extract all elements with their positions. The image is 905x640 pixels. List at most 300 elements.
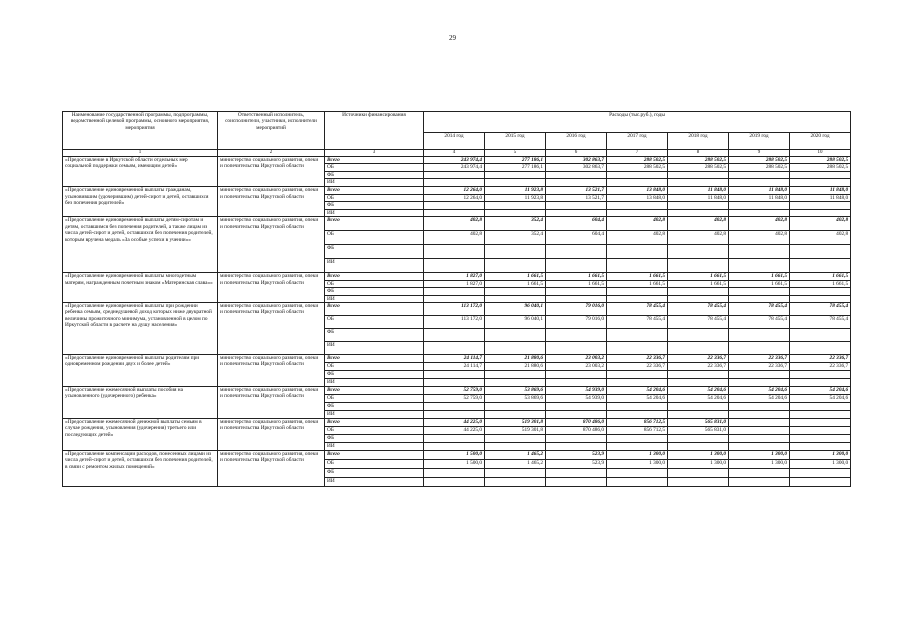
amount-cell: 402,8 <box>729 217 790 231</box>
amount-cell: 402,8 <box>668 217 729 231</box>
amount-cell <box>729 411 790 419</box>
amount-cell: 1 827,0 <box>424 280 485 287</box>
column-index: 8 <box>668 150 729 157</box>
amount-cell: 13 848,0 <box>607 187 668 194</box>
amount-cell: 78 455,4 <box>790 316 851 329</box>
amount-cell: 54 204,6 <box>729 395 790 403</box>
amount-cell <box>790 171 851 178</box>
amount-cell <box>607 329 668 342</box>
amount-cell: 402,8 <box>424 231 485 245</box>
amount-cell: 1 300,0 <box>729 460 790 469</box>
amount-cell: 288 502,5 <box>790 164 851 171</box>
amount-cell: 402,8 <box>729 231 790 245</box>
executor-cell: министерство социального развития, опеки и попечительства Иркутской области <box>218 451 325 487</box>
amount-cell: 79 016,0 <box>546 316 607 329</box>
source-cell: ФБ <box>325 202 424 210</box>
amount-cell <box>485 342 546 355</box>
amount-cell: 23 003,2 <box>546 363 607 371</box>
amount-cell <box>668 245 729 259</box>
amount-cell: 52 759,0 <box>424 387 485 395</box>
amount-cell <box>668 478 729 487</box>
source-cell: Всего <box>325 451 424 460</box>
amount-cell <box>424 210 485 217</box>
amount-cell <box>668 171 729 178</box>
source-cell: ОБ <box>325 316 424 329</box>
amount-cell: 113 172,0 <box>424 316 485 329</box>
header-year: 2017 год <box>607 133 668 150</box>
amount-cell <box>729 179 790 187</box>
table-row <box>63 273 851 280</box>
program-name-cell: «Предоставление единовременной выплаты многодетным матерям, награжденным почетным знаком «Материнская слава»» <box>63 273 218 303</box>
amount-cell: 288 502,5 <box>668 164 729 171</box>
amount-cell <box>790 329 851 342</box>
header-responsible: Ответственный исполнитель, соисполнители, участники, исполнители мероприятий <box>218 112 325 150</box>
amount-cell: 44 225,0 <box>424 419 485 427</box>
page-number: 29 <box>449 34 456 42</box>
source-cell: ОБ <box>325 280 424 287</box>
column-index: 10 <box>790 150 851 157</box>
amount-cell <box>485 443 546 451</box>
amount-cell: 54 939,0 <box>546 387 607 395</box>
table-row <box>63 355 851 363</box>
amount-cell <box>668 342 729 355</box>
amount-cell: 54 204,6 <box>607 387 668 395</box>
source-cell: ОБ <box>325 460 424 469</box>
amount-cell: 78 455,4 <box>607 303 668 316</box>
amount-cell <box>424 342 485 355</box>
amount-cell <box>424 288 485 295</box>
header-program: Наименование государственной программы, подпрограммы, ведомственной целевой программы, основного мероприятия, мероприятия <box>63 112 218 150</box>
amount-cell <box>668 403 729 411</box>
amount-cell <box>424 179 485 187</box>
amount-cell: 22 336,7 <box>607 355 668 363</box>
amount-cell: 402,8 <box>424 217 485 231</box>
amount-cell <box>729 288 790 295</box>
amount-cell <box>790 202 851 210</box>
amount-cell <box>729 210 790 217</box>
amount-cell: 44 225,0 <box>424 427 485 435</box>
amount-cell <box>668 435 729 443</box>
amount-cell <box>424 478 485 487</box>
amount-cell <box>790 210 851 217</box>
source-cell: ОБ <box>325 363 424 371</box>
amount-cell <box>790 259 851 273</box>
source-cell: ФБ <box>325 171 424 178</box>
amount-cell: 52 759,0 <box>424 395 485 403</box>
header-year: 2015 год <box>485 133 546 150</box>
amount-cell: 243 974,4 <box>424 164 485 171</box>
program-name-cell: «Предоставление ежемесячной денежной выплаты семьям в случае рождения, усыновления (удочерения) третьего или последующих детей» <box>63 419 218 451</box>
amount-cell <box>729 443 790 451</box>
amount-cell <box>546 179 607 187</box>
amount-cell <box>546 435 607 443</box>
amount-cell <box>790 427 851 435</box>
amount-cell <box>546 202 607 210</box>
amount-cell <box>424 403 485 411</box>
source-cell: Всего <box>325 419 424 427</box>
amount-cell: 21 880,6 <box>485 363 546 371</box>
executor-cell: министерство социального развития, опеки и попечительства Иркутской области <box>218 387 325 419</box>
table-row <box>63 451 851 460</box>
amount-cell <box>485 295 546 302</box>
budget-table <box>62 111 851 487</box>
amount-cell: 1 661,5 <box>546 273 607 280</box>
amount-cell: 54 204,6 <box>607 395 668 403</box>
amount-cell: 352,4 <box>485 217 546 231</box>
amount-cell <box>790 288 851 295</box>
amount-cell <box>424 329 485 342</box>
amount-cell: 523,9 <box>546 451 607 460</box>
amount-cell: 1 661,5 <box>485 273 546 280</box>
amount-cell <box>607 469 668 478</box>
amount-cell: 21 880,6 <box>485 355 546 363</box>
amount-cell <box>790 411 851 419</box>
amount-cell <box>790 245 851 259</box>
amount-cell: 53 869,6 <box>485 387 546 395</box>
amount-cell: 870 486,0 <box>546 419 607 427</box>
source-cell: Всего <box>325 217 424 231</box>
amount-cell: 402,8 <box>790 231 851 245</box>
amount-cell <box>790 179 851 187</box>
source-cell: ИИ <box>325 478 424 487</box>
amount-cell <box>485 411 546 419</box>
amount-cell: 22 336,7 <box>668 363 729 371</box>
amount-cell <box>485 403 546 411</box>
amount-cell: 1 661,5 <box>790 273 851 280</box>
amount-cell <box>607 411 668 419</box>
amount-cell: 24 114,7 <box>424 363 485 371</box>
amount-cell: 11 848,0 <box>729 187 790 194</box>
amount-cell <box>607 443 668 451</box>
amount-cell <box>668 443 729 451</box>
source-cell: Всего <box>325 273 424 280</box>
amount-cell: 1 661,5 <box>668 280 729 287</box>
amount-cell: 856 712,5 <box>607 427 668 435</box>
amount-cell <box>729 427 790 435</box>
amount-cell: 53 869,6 <box>485 395 546 403</box>
amount-cell: 604,4 <box>546 231 607 245</box>
source-cell: ИИ <box>325 259 424 273</box>
amount-cell <box>668 288 729 295</box>
amount-cell <box>546 443 607 451</box>
amount-cell: 1 661,5 <box>729 273 790 280</box>
amount-cell: 402,8 <box>790 217 851 231</box>
amount-cell <box>729 403 790 411</box>
amount-cell <box>485 371 546 379</box>
amount-cell <box>485 288 546 295</box>
amount-cell: 54 204,6 <box>790 387 851 395</box>
source-cell: ФБ <box>325 245 424 259</box>
amount-cell: 11 848,0 <box>668 194 729 201</box>
amount-cell: 78 455,4 <box>668 303 729 316</box>
amount-cell <box>607 371 668 379</box>
amount-cell: 12 264,0 <box>424 194 485 201</box>
source-cell: ИИ <box>325 379 424 387</box>
amount-cell: 79 016,0 <box>546 303 607 316</box>
source-cell: ИИ <box>325 179 424 187</box>
source-cell: Всего <box>325 187 424 194</box>
column-index: 6 <box>546 150 607 157</box>
amount-cell: 11 923,8 <box>485 187 546 194</box>
amount-cell: 523,9 <box>546 460 607 469</box>
amount-cell: 11 848,0 <box>668 187 729 194</box>
amount-cell <box>668 295 729 302</box>
amount-cell <box>729 295 790 302</box>
amount-cell <box>729 171 790 178</box>
amount-cell <box>790 435 851 443</box>
source-cell: ИИ <box>325 210 424 217</box>
amount-cell <box>607 171 668 178</box>
amount-cell: 1 300,0 <box>668 451 729 460</box>
source-cell: ИИ <box>325 411 424 419</box>
amount-cell: 565 831,0 <box>668 427 729 435</box>
amount-cell <box>424 259 485 273</box>
amount-cell <box>790 295 851 302</box>
amount-cell: 54 204,6 <box>668 395 729 403</box>
amount-cell <box>790 371 851 379</box>
amount-cell <box>729 329 790 342</box>
amount-cell: 1 500,0 <box>424 451 485 460</box>
amount-cell <box>668 411 729 419</box>
amount-cell: 604,4 <box>546 217 607 231</box>
executor-cell: министерство социального развития, опеки и попечительства Иркутской области <box>218 303 325 355</box>
amount-cell: 519 301,8 <box>485 427 546 435</box>
amount-cell: 519 301,8 <box>485 419 546 427</box>
amount-cell: 1 661,5 <box>607 280 668 287</box>
source-cell: ОБ <box>325 164 424 171</box>
amount-cell: 1 465,2 <box>485 451 546 460</box>
amount-cell: 1 661,5 <box>668 273 729 280</box>
header-sources: Источники финансирования <box>325 112 424 150</box>
amount-cell: 22 336,7 <box>729 363 790 371</box>
amount-cell <box>607 179 668 187</box>
program-name-cell: «Предоставление компенсации расходов, понесенных лицами из числа детей-сирот и детей, оставшихся без попечения родителей, в связи с ремонтом жилых помещений» <box>63 451 218 487</box>
amount-cell: 1 661,5 <box>729 280 790 287</box>
amount-cell <box>607 435 668 443</box>
amount-cell: 1 300,0 <box>790 451 851 460</box>
amount-cell: 78 455,4 <box>668 316 729 329</box>
column-index: 7 <box>607 150 668 157</box>
amount-cell: 96 040,1 <box>485 303 546 316</box>
amount-cell <box>485 435 546 443</box>
amount-cell: 22 336,7 <box>790 363 851 371</box>
amount-cell: 288 502,5 <box>729 157 790 164</box>
amount-cell: 23 003,2 <box>546 355 607 363</box>
amount-cell: 13 848,0 <box>607 194 668 201</box>
amount-cell <box>790 419 851 427</box>
amount-cell <box>729 435 790 443</box>
amount-cell: 113 172,0 <box>424 303 485 316</box>
amount-cell: 1 661,5 <box>790 280 851 287</box>
amount-cell <box>546 210 607 217</box>
executor-cell: министерство социального развития, опеки и попечительства Иркутской области <box>218 273 325 303</box>
source-cell: ИИ <box>325 342 424 355</box>
amount-cell: 402,8 <box>607 217 668 231</box>
amount-cell <box>729 478 790 487</box>
amount-cell <box>424 171 485 178</box>
amount-cell <box>607 210 668 217</box>
amount-cell <box>790 403 851 411</box>
amount-cell <box>607 295 668 302</box>
amount-cell <box>546 329 607 342</box>
program-name-cell: «Предоставление единовременной выплаты детям-сиротам и детям, оставшимся без попечения родителей, а также лицам из числа детей-сирот и детей, оставшихся без попечения родителей, которым вручена медаль «За особые успехи в учении»» <box>63 217 218 273</box>
table-body <box>63 150 851 487</box>
table-row <box>63 303 851 316</box>
executor-cell: министерство социального развития, опеки и попечительства Иркутской области <box>218 419 325 451</box>
source-cell: ОБ <box>325 427 424 435</box>
amount-cell <box>546 403 607 411</box>
amount-cell: 1 300,0 <box>790 460 851 469</box>
source-cell: ИИ <box>325 443 424 451</box>
amount-cell: 1 827,0 <box>424 273 485 280</box>
amount-cell: 22 336,7 <box>729 355 790 363</box>
amount-cell <box>607 379 668 387</box>
amount-cell: 1 300,0 <box>668 460 729 469</box>
amount-cell: 402,8 <box>668 231 729 245</box>
amount-cell <box>485 329 546 342</box>
amount-cell <box>790 478 851 487</box>
amount-cell: 277 186,1 <box>485 157 546 164</box>
amount-cell: 1 300,0 <box>729 451 790 460</box>
program-name-cell: «Предоставление единовременной выплаты родителям при одновременном рождении двух и более детей» <box>63 355 218 387</box>
source-cell: ФБ <box>325 288 424 295</box>
table-row <box>63 387 851 395</box>
source-cell: ОБ <box>325 231 424 245</box>
amount-cell <box>546 478 607 487</box>
header-expenses: Расходы (тыс.руб.), годы <box>424 112 851 133</box>
amount-cell <box>546 411 607 419</box>
program-name-cell: «Предоставление в Иркутской области отдельных мер социальной поддержки семьям, имеющим детей» <box>63 157 218 187</box>
amount-cell <box>424 371 485 379</box>
amount-cell <box>485 259 546 273</box>
amount-cell: 302 863,7 <box>546 164 607 171</box>
amount-cell <box>668 469 729 478</box>
amount-cell <box>607 403 668 411</box>
amount-cell <box>485 379 546 387</box>
source-cell: ФБ <box>325 403 424 411</box>
amount-cell: 856 712,5 <box>607 419 668 427</box>
column-index: 4 <box>424 150 485 157</box>
amount-cell: 54 204,6 <box>668 387 729 395</box>
table-row <box>63 217 851 231</box>
amount-cell: 288 502,5 <box>790 157 851 164</box>
amount-cell <box>546 259 607 273</box>
source-cell: Всего <box>325 355 424 363</box>
column-index: 5 <box>485 150 546 157</box>
amount-cell: 288 502,5 <box>607 164 668 171</box>
amount-cell <box>729 419 790 427</box>
table-row <box>63 187 851 194</box>
amount-cell <box>668 179 729 187</box>
column-index-row <box>63 150 851 157</box>
column-index: 2 <box>218 150 325 157</box>
amount-cell: 277 186,1 <box>485 164 546 171</box>
table-row <box>63 157 851 164</box>
source-cell: ФБ <box>325 329 424 342</box>
amount-cell <box>729 245 790 259</box>
amount-cell <box>546 171 607 178</box>
program-name-cell: «Предоставление единовременной выплаты гражданам, усыновившим (удочерившим) детей-сирот и детей, оставшихся без попечения родителей» <box>63 187 218 217</box>
amount-cell <box>729 342 790 355</box>
amount-cell: 78 455,4 <box>729 303 790 316</box>
amount-cell <box>485 202 546 210</box>
amount-cell: 1 661,5 <box>546 280 607 287</box>
amount-cell: 54 939,0 <box>546 395 607 403</box>
amount-cell <box>790 342 851 355</box>
amount-cell <box>485 469 546 478</box>
amount-cell: 302 863,7 <box>546 157 607 164</box>
amount-cell: 24 114,7 <box>424 355 485 363</box>
header-year: 2014 год <box>424 133 485 150</box>
amount-cell: 1 300,0 <box>607 451 668 460</box>
amount-cell <box>485 245 546 259</box>
amount-cell: 78 455,4 <box>790 303 851 316</box>
amount-cell <box>729 469 790 478</box>
amount-cell <box>485 171 546 178</box>
amount-cell <box>607 259 668 273</box>
amount-cell <box>729 371 790 379</box>
source-cell: ИИ <box>325 295 424 302</box>
header-year: 2016 год <box>546 133 607 150</box>
source-cell: ФБ <box>325 435 424 443</box>
amount-cell: 78 455,4 <box>729 316 790 329</box>
amount-cell <box>424 411 485 419</box>
amount-cell <box>424 202 485 210</box>
amount-cell <box>790 379 851 387</box>
amount-cell <box>729 379 790 387</box>
amount-cell: 1 300,0 <box>607 460 668 469</box>
amount-cell <box>546 469 607 478</box>
amount-cell <box>546 371 607 379</box>
amount-cell: 12 264,0 <box>424 187 485 194</box>
amount-cell: 288 502,5 <box>607 157 668 164</box>
column-index: 3 <box>325 150 424 157</box>
amount-cell <box>668 329 729 342</box>
amount-cell <box>607 478 668 487</box>
amount-cell <box>546 342 607 355</box>
column-index: 1 <box>63 150 218 157</box>
amount-cell <box>607 288 668 295</box>
amount-cell: 13 521,7 <box>546 194 607 201</box>
amount-cell <box>424 245 485 259</box>
amount-cell <box>668 259 729 273</box>
source-cell: ОБ <box>325 395 424 403</box>
amount-cell: 11 923,8 <box>485 194 546 201</box>
amount-cell: 352,4 <box>485 231 546 245</box>
amount-cell: 13 521,7 <box>546 187 607 194</box>
source-cell: Всего <box>325 387 424 395</box>
amount-cell <box>424 295 485 302</box>
amount-cell: 288 502,5 <box>668 157 729 164</box>
amount-cell: 1 465,2 <box>485 460 546 469</box>
header-year: 2020 год <box>790 133 851 150</box>
amount-cell <box>607 245 668 259</box>
amount-cell: 243 974,4 <box>424 157 485 164</box>
amount-cell <box>668 202 729 210</box>
source-cell: ФБ <box>325 371 424 379</box>
executor-cell: министерство социального развития, опеки и попечительства Иркутской области <box>218 355 325 387</box>
amount-cell: 1 661,5 <box>607 273 668 280</box>
amount-cell: 22 336,7 <box>607 363 668 371</box>
amount-cell <box>546 245 607 259</box>
executor-cell: министерство социального развития, опеки и попечительства Иркутской области <box>218 217 325 273</box>
amount-cell: 11 848,0 <box>790 187 851 194</box>
header-year: 2019 год <box>729 133 790 150</box>
amount-cell <box>546 379 607 387</box>
executor-cell: министерство социального развития, опеки и попечительства Иркутской области <box>218 187 325 217</box>
program-name-cell: «Предоставление единовременной выплаты при рождении ребенка семьям, среднедушевой доход которых ниже двукратной величины прожиточного минимума, установленной в целом по Иркутской области в расчете на душу населения» <box>63 303 218 355</box>
amount-cell: 402,8 <box>607 231 668 245</box>
